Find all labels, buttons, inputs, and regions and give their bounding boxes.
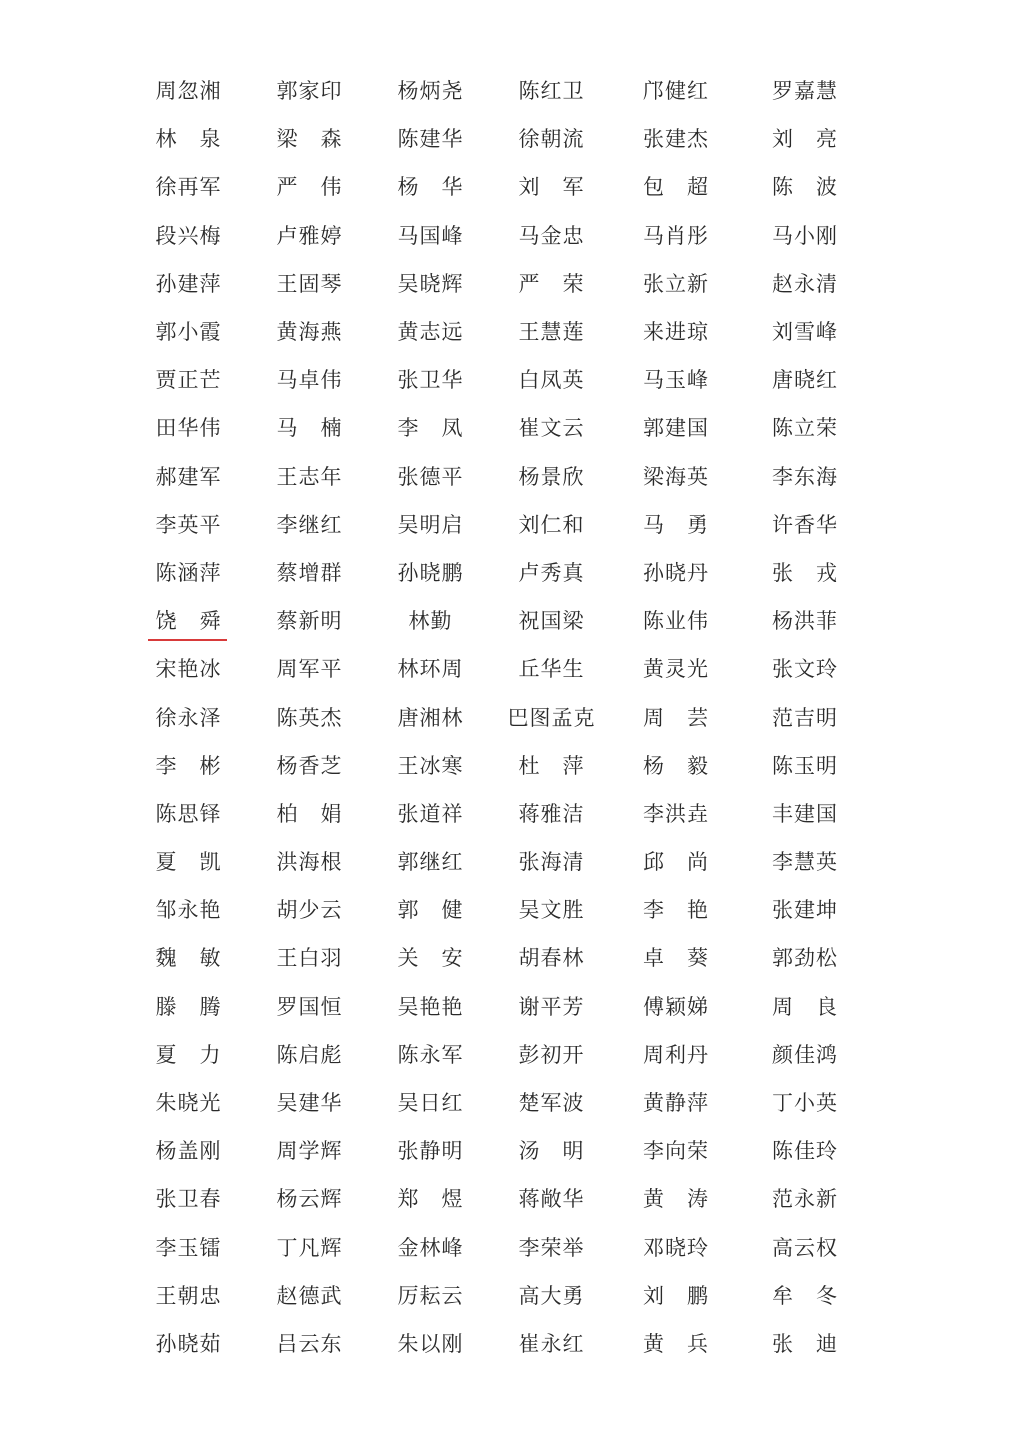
name-row (128, 1174, 888, 1222)
name-row (128, 885, 888, 933)
name-cell: 马小刚 (772, 223, 838, 248)
name-cell: 王冰寒 (397, 753, 464, 778)
name-row (128, 1030, 888, 1078)
name-cell: 卓 葵 (643, 946, 709, 971)
name-cell: 柏 娟 (276, 801, 343, 826)
name-cell: 孙晓丹 (643, 560, 709, 585)
name-cell: 刘 亮 (772, 127, 838, 152)
name-cell: 孙晓鹏 (397, 560, 464, 585)
name-cell: 李英平 (155, 512, 222, 537)
name-row (128, 1126, 888, 1174)
name-cell: 刘雪峰 (772, 320, 838, 345)
name-row (128, 644, 888, 692)
name-cell: 刘 军 (518, 175, 585, 200)
name-cell: 陈涵萍 (155, 560, 222, 585)
name-cell: 朱以刚 (397, 1331, 464, 1356)
name-cell: 滕 腾 (155, 994, 222, 1019)
name-cell: 许香华 (772, 512, 838, 537)
name-cell: 王朝忠 (155, 1283, 222, 1308)
name-cell: 邓晓玲 (643, 1235, 709, 1260)
name-cell: 孙晓茹 (155, 1331, 222, 1356)
name-cell: 高大勇 (518, 1283, 585, 1308)
name-cell: 张建杰 (643, 127, 709, 152)
name-cell: 马金忠 (518, 223, 585, 248)
name-cell: 张道祥 (397, 801, 464, 826)
name-cell: 崔文云 (518, 416, 585, 441)
name-cell: 黄海燕 (276, 320, 343, 345)
name-cell: 周利丹 (643, 1042, 709, 1067)
name-cell: 王固琴 (276, 271, 343, 296)
name-cell: 谢平芳 (518, 994, 585, 1019)
name-cell: 吴建华 (276, 1091, 343, 1116)
name-cell: 卢秀真 (518, 560, 585, 585)
name-cell: 田华伟 (155, 416, 222, 441)
name-cell: 黄 涛 (643, 1187, 709, 1212)
name-cell: 李东海 (772, 464, 838, 489)
name-cell: 罗嘉慧 (772, 79, 838, 104)
name-cell: 严 伟 (276, 175, 343, 200)
name-cell: 杨盖刚 (155, 1139, 222, 1164)
name-cell: 段兴梅 (155, 223, 222, 248)
name-row (128, 982, 888, 1030)
name-list-grid (128, 66, 888, 1367)
name-cell: 周 芸 (643, 705, 709, 730)
name-cell: 李 艳 (643, 898, 709, 923)
name-row (128, 1078, 888, 1126)
name-cell: 郭 健 (397, 898, 464, 923)
name-cell: 吴日红 (397, 1091, 464, 1116)
name-cell: 林 泉 (155, 127, 222, 152)
name-cell: 黄灵光 (643, 657, 709, 682)
name-cell: 严 荣 (518, 271, 585, 296)
name-cell: 白凤英 (518, 368, 585, 393)
name-cell-underlined: 饶 舜 (128, 596, 249, 644)
name-cell: 李洪垚 (643, 801, 709, 826)
name-cell: 杨云辉 (276, 1187, 343, 1212)
name-cell: 吕云东 (276, 1331, 343, 1356)
name-cell: 丘华生 (518, 657, 585, 682)
name-cell: 杨洪菲 (772, 609, 838, 634)
name-cell: 马国峰 (397, 223, 464, 248)
name-cell: 颜佳鸿 (772, 1042, 838, 1067)
name-row (128, 162, 888, 210)
name-cell: 郭继红 (397, 850, 464, 875)
name-cell: 徐永泽 (155, 705, 222, 730)
name-cell: 张静明 (397, 1139, 464, 1164)
name-cell: 郝建军 (155, 464, 222, 489)
name-cell: 汤 明 (518, 1139, 585, 1164)
name-cell: 宋艳冰 (155, 657, 222, 682)
name-cell: 王志年 (276, 464, 343, 489)
name-cell: 杨香芝 (276, 753, 343, 778)
name-cell: 陈英杰 (276, 705, 343, 730)
name-row (128, 403, 888, 451)
name-row (128, 837, 888, 885)
name-cell: 王慧莲 (518, 320, 585, 345)
name-cell: 张德平 (397, 464, 464, 489)
name-cell: 杜 萍 (518, 753, 585, 778)
name-cell: 马 楠 (276, 416, 343, 441)
name-cell: 唐晓红 (772, 368, 838, 393)
name-cell: 丰建国 (772, 801, 838, 826)
name-cell: 郑 煜 (397, 1187, 464, 1212)
name-cell: 徐朝流 (518, 127, 585, 152)
name-cell: 范永新 (772, 1187, 838, 1212)
name-cell: 王白羽 (276, 946, 343, 971)
name-row (128, 259, 888, 307)
name-cell: 陈思铎 (155, 801, 222, 826)
name-cell: 张卫春 (155, 1187, 222, 1212)
name-cell: 祝国梁 (518, 609, 585, 634)
name-row (128, 1223, 888, 1271)
name-cell: 张立新 (643, 271, 709, 296)
name-cell: 杨景欣 (518, 464, 585, 489)
name-cell: 蔡增群 (276, 560, 343, 585)
name-cell: 梁海英 (643, 464, 709, 489)
name-cell: 周忽湘 (155, 79, 222, 104)
name-cell: 傅颖娣 (643, 994, 709, 1019)
name-row (128, 355, 888, 403)
name-cell: 金林峰 (397, 1235, 464, 1260)
name-cell: 张建坤 (772, 898, 838, 923)
name-row (128, 1271, 888, 1319)
name-row (128, 452, 888, 500)
name-cell: 邱 尚 (643, 850, 709, 875)
name-cell: 楚军波 (518, 1091, 585, 1116)
name-cell: 张海清 (518, 850, 585, 875)
name-cell: 胡少云 (276, 898, 343, 923)
name-cell: 李慧英 (772, 850, 838, 875)
name-cell: 马 勇 (643, 512, 709, 537)
name-cell: 杨 毅 (643, 753, 709, 778)
name-row (128, 211, 888, 259)
name-cell: 唐湘林 (397, 705, 464, 730)
name-cell: 张 迪 (772, 1331, 838, 1356)
name-cell: 卢雅婷 (276, 223, 343, 248)
name-cell: 蔡新明 (276, 609, 343, 634)
name-cell: 牟 冬 (772, 1283, 838, 1308)
name-cell: 丁小英 (772, 1091, 838, 1116)
name-cell: 陈业伟 (643, 609, 709, 634)
name-cell: 来进琼 (643, 320, 709, 345)
name-row (128, 692, 888, 740)
name-cell: 杨炳尧 (397, 79, 464, 104)
name-cell: 李向荣 (643, 1139, 709, 1164)
name-cell: 包 超 (643, 175, 709, 200)
name-cell: 蒋雅洁 (518, 801, 585, 826)
name-cell: 吴艳艳 (397, 994, 464, 1019)
name-cell: 周学辉 (276, 1139, 343, 1164)
name-row (128, 114, 888, 162)
name-cell: 陈立荣 (772, 416, 838, 441)
name-cell: 李继红 (276, 512, 343, 537)
name-cell: 魏 敏 (155, 946, 222, 971)
name-cell: 林勤 (408, 609, 453, 634)
name-cell: 吴明启 (397, 512, 464, 537)
name-row (128, 548, 888, 596)
name-row (128, 789, 888, 837)
name-cell: 郭小霞 (155, 320, 222, 345)
name-cell: 贾正芒 (155, 368, 222, 393)
name-cell: 李 彬 (155, 753, 222, 778)
name-cell: 郭家印 (276, 79, 343, 104)
name-cell: 关 安 (397, 946, 464, 971)
name-cell: 罗国恒 (276, 994, 343, 1019)
name-cell: 陈红卫 (518, 79, 585, 104)
name-cell: 巴图孟克 (507, 705, 596, 730)
name-cell: 范吉明 (772, 705, 838, 730)
name-cell: 陈启彪 (276, 1042, 343, 1067)
name-cell: 赵德武 (276, 1283, 343, 1308)
name-row (128, 1319, 888, 1367)
name-cell: 郭劲松 (772, 946, 838, 971)
name-cell: 马肖彤 (643, 223, 709, 248)
name-cell: 郭建国 (643, 416, 709, 441)
name-row (128, 500, 888, 548)
name-cell: 马玉峰 (643, 368, 709, 393)
name-cell: 杨 华 (397, 175, 464, 200)
name-cell: 陈佳玲 (772, 1139, 838, 1164)
name-cell: 朱晓光 (155, 1091, 222, 1116)
name-cell: 陈玉明 (772, 753, 838, 778)
name-row (128, 596, 888, 644)
name-cell: 孙建萍 (155, 271, 222, 296)
name-cell: 黄 兵 (643, 1331, 709, 1356)
name-cell: 夏 凯 (155, 850, 222, 875)
name-cell: 陈建华 (397, 127, 464, 152)
name-cell: 周 良 (772, 994, 838, 1019)
name-cell: 梁 森 (276, 127, 343, 152)
name-cell: 李玉镭 (155, 1235, 222, 1260)
name-row (128, 66, 888, 114)
name-cell: 邝健红 (643, 79, 709, 104)
name-cell: 崔永红 (518, 1331, 585, 1356)
name-cell: 厉耘云 (397, 1283, 464, 1308)
name-cell: 徐再军 (155, 175, 222, 200)
name-cell: 蒋敞华 (518, 1187, 585, 1212)
name-cell: 刘仁和 (518, 512, 585, 537)
name-cell: 马卓伟 (276, 368, 343, 393)
name-cell: 林环周 (397, 657, 464, 682)
name-cell: 张 戎 (772, 560, 838, 585)
name-cell: 黄志远 (397, 320, 464, 345)
name-row (128, 933, 888, 981)
name-cell: 邹永艳 (155, 898, 222, 923)
name-cell: 丁凡辉 (276, 1235, 343, 1260)
name-cell: 黄静萍 (643, 1091, 709, 1116)
name-cell: 周军平 (276, 657, 343, 682)
name-cell: 夏 力 (155, 1042, 222, 1067)
name-cell: 李 凤 (397, 416, 464, 441)
name-cell: 吴文胜 (518, 898, 585, 923)
name-row (128, 741, 888, 789)
name-cell: 张卫华 (397, 368, 464, 393)
name-row (128, 307, 888, 355)
name-cell: 陈永军 (397, 1042, 464, 1067)
name-cell: 赵永清 (772, 271, 838, 296)
name-cell: 张文玲 (772, 657, 838, 682)
name-cell: 胡春林 (518, 946, 585, 971)
name-cell: 高云权 (772, 1235, 838, 1260)
name-cell: 李荣举 (518, 1235, 585, 1260)
name-cell: 陈 波 (772, 175, 838, 200)
name-cell: 彭初开 (518, 1042, 585, 1067)
name-cell: 洪海根 (276, 850, 343, 875)
name-cell: 刘 鹏 (643, 1283, 709, 1308)
name-cell: 吴晓辉 (397, 271, 464, 296)
